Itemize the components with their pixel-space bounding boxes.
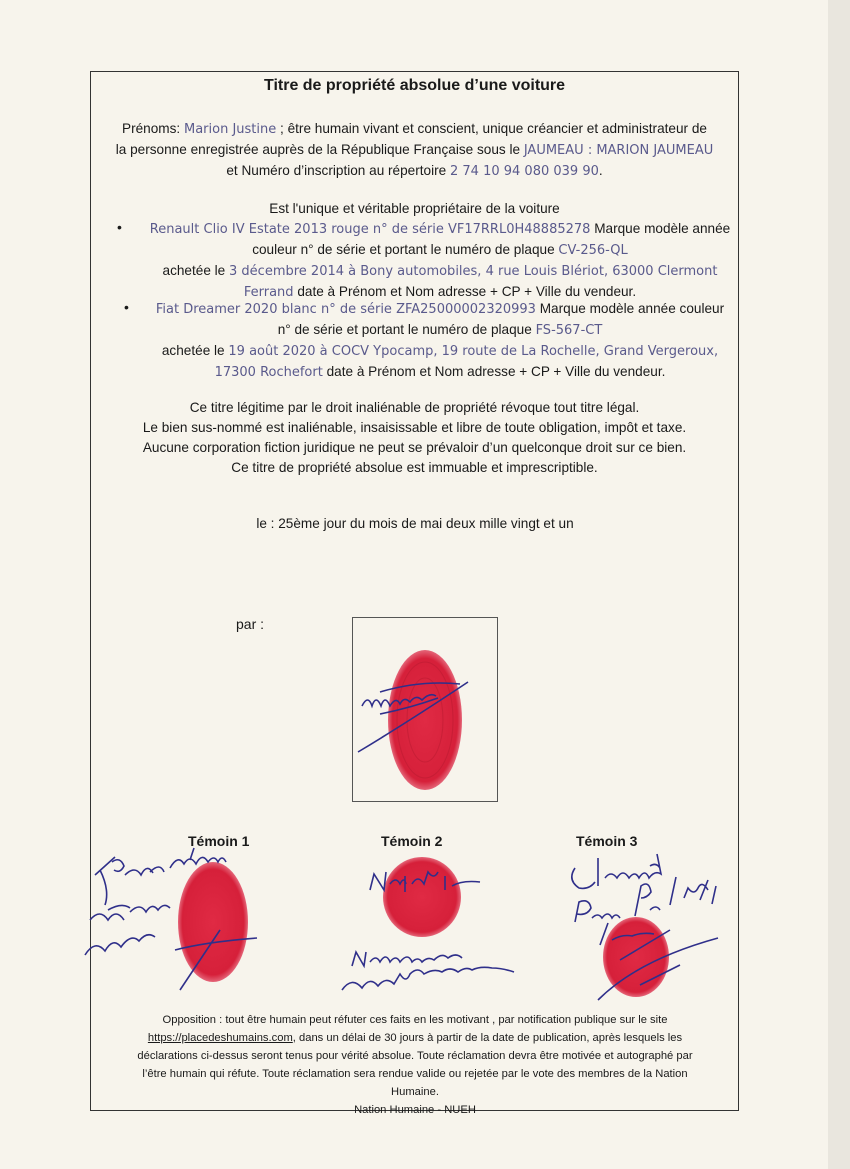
owner-fingerprint bbox=[388, 650, 462, 790]
registered-name: JAUMEAU : MARION JAUMEAU bbox=[523, 143, 714, 158]
bullet-vehicle-1: • bbox=[117, 219, 122, 235]
witness-2-fingerprint bbox=[383, 857, 461, 937]
vehicle-1: Renault Clio IV Estate 2013 rouge n° de série VF17RRL0H48885278 Marque modèle année couleur n° de série et portant le numéro de plaque CV-256-QL achetée le 3 décembre 2014 à Bony automobiles, 4 rue Louis Blériot, 63000 Clermont Ferrand date à Prénom et Nom adresse + CP + Ville du vendeur. bbox=[149, 221, 731, 300]
vehicle-1-plate: CV-256-QL bbox=[558, 243, 628, 258]
witness-3-label: Témoin 3 bbox=[576, 833, 638, 849]
witness-1-fingerprint bbox=[178, 862, 248, 982]
witness-2-label: Témoin 2 bbox=[381, 833, 443, 849]
vehicle-2: Fiat Dreamer 2020 blanc n° de série ZFA25000002320993 Marque modèle année couleur n° de série et portant le numéro de plaque FS-567-CT achetée le 19 août 2020 à COCV Ypocamp, 19 route de La Rochelle, Grand Vergeroux, 17300 Rochefort date à Prénom et Nom adresse + CP + Ville du vendeur. bbox=[155, 301, 725, 380]
intro-line-1: Prénoms: Marion Justine ; être humain vivant et conscient, unique créancier et administrateur de bbox=[122, 121, 707, 137]
document-title: Titre de propriété absolue d’une voiture bbox=[263, 77, 566, 94]
placedeshumains-link[interactable]: https://placedeshumains.com bbox=[147, 1032, 293, 1044]
vehicle-1-description: Renault Clio IV Estate 2013 rouge n° de série VF17RRL0H48885278 bbox=[149, 222, 591, 237]
registry-number: 2 74 10 94 080 039 90 bbox=[450, 164, 599, 179]
legal-statement: Ce titre légitime par le droit inaliénable de propriété révoque tout titre légal. Le bien sus-nommé est inaliénable, insaisissable et libre de toute obligation, impôt et taxe. Aucune corporation fiction juridique ne peut se prévaloir d’un quelconque droit sur ce bien. Ce titre de propriété absolue est immuable et imprescriptible. bbox=[142, 400, 687, 475]
date-line: le : 25ème jour du mois de mai deux mille vingt et un bbox=[256, 516, 574, 531]
bullet-vehicle-2: • bbox=[124, 299, 129, 315]
vehicle-1-purchase: 3 décembre 2014 à Bony automobiles, 4 rue Louis Blériot, 63000 Clermont bbox=[229, 264, 718, 279]
first-names: Marion Justine bbox=[183, 122, 277, 137]
vehicle-2-purchase: 19 août 2020 à COCV Ypocamp, 19 route de La Rochelle, Grand Vergeroux, bbox=[228, 344, 719, 359]
intro-line-2: la personne enregistrée auprès de la République Française sous le JAUMEAU : MARION JAUMEAU bbox=[115, 142, 714, 158]
intro-line-3: et Numéro d’inscription au répertoire 2 74 10 94 080 039 90. bbox=[226, 163, 603, 179]
vehicle-2-plate: FS-567-CT bbox=[535, 323, 603, 338]
witness-3-fingerprint bbox=[603, 917, 669, 997]
footer-signoff: Nation Humaine - NUEH bbox=[354, 1104, 476, 1116]
by-label: par : bbox=[236, 616, 265, 632]
witness-1-label: Témoin 1 bbox=[188, 833, 250, 849]
owner-statement: Est l'unique et véritable propriétaire de la voiture bbox=[269, 201, 560, 216]
footer: Opposition : tout être humain peut réfuter ces faits en les motivant , par notification publique sur le site https://placedeshumains.com, dans un délai de 30 jours à partir de la date de publication, après lesquels les déclarations ci-dessus seront tenus pour vérité absolue. Toute réclamation devra être motivée et autographé par l’être humain qui réfute. Toute réclamation sera rendue valide ou rejetée par le vote des membres de la Nation Humaine. Nation Humaine - NUEH bbox=[100, 1011, 730, 1119]
vehicle-2-description: Fiat Dreamer 2020 blanc n° de série ZFA25000002320993 bbox=[155, 302, 536, 317]
